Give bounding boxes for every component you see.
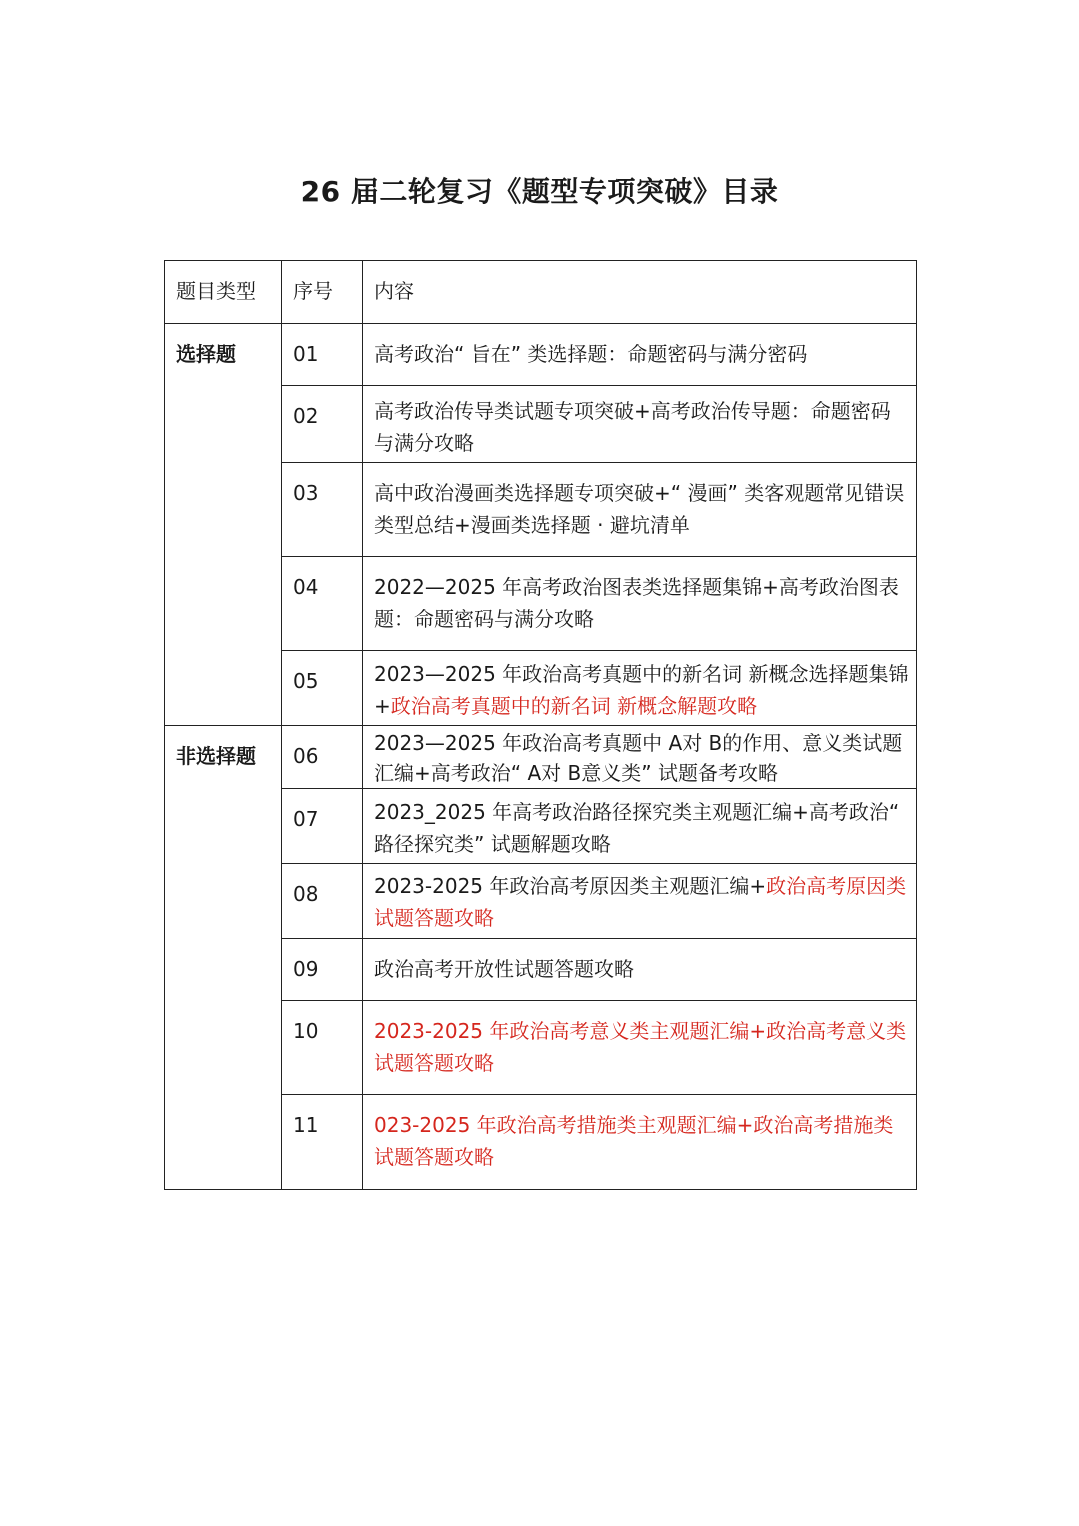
content-cell — [363, 386, 917, 463]
number-cell: 04 — [282, 557, 363, 651]
group-cell-choice — [165, 324, 282, 726]
content-cell — [363, 1095, 917, 1190]
number-cell: 01 — [282, 324, 363, 386]
header-cell-number: 序号 — [282, 261, 363, 324]
number-cell: 03 — [282, 463, 363, 557]
content-text-red: 023-2025 年政治高考措施类主观题汇编+政治高考措施类试题答题攻略 — [374, 1113, 894, 1169]
content-text-red: 2023-2025 年政治高考意义类主观题汇编+政治高考意义类试题答题攻略 — [374, 1019, 907, 1075]
table-row — [165, 726, 917, 789]
content-text: 高考政治传导类试题专项突破+高考政治传导题：命题密码与满分攻略 — [374, 399, 891, 455]
content-cell — [363, 324, 917, 386]
content-cell — [363, 939, 917, 1001]
content-text: 2023_2025 年高考政治路径探究类主观题汇编+高考政治“ 路径探究类” 试题解题攻略 — [374, 800, 900, 856]
number-cell: 07 — [282, 789, 363, 864]
toc-table — [164, 260, 917, 1190]
content-cell — [363, 864, 917, 939]
content-text: 2022—2025 年高考政治图表类选择题集锦+高考政治图表题：命题密码与满分攻略 — [374, 575, 899, 631]
number-cell: 11 — [282, 1095, 363, 1190]
number-cell: 06 — [282, 726, 363, 789]
table-row — [165, 324, 917, 386]
content-cell — [363, 463, 917, 557]
number-cell: 10 — [282, 1001, 363, 1095]
page-title: 26 届二轮复习《题型专项突破》目录 — [300, 175, 779, 208]
content-text: 2023—2025 年政治高考真题中 A对 B的作用、意义类试题汇编+高考政治“ A对 B意义类” 试题备考攻略 — [374, 731, 903, 785]
content-text: 2023-2025 年政治高考原因类主观题汇编+ — [374, 874, 767, 898]
content-text: 政治高考开放性试题答题攻略 — [374, 957, 634, 981]
content-cell — [363, 651, 917, 726]
group-cell-nonchoice — [165, 726, 282, 1190]
content-text: 高中政治漫画类选择题专项突破+“ 漫画” 类客观题常见错误类型总结+漫画类选择题 · 避坑清单 — [374, 481, 905, 537]
header-cell-content: 内容 — [363, 261, 917, 324]
content-cell — [363, 726, 917, 789]
header-cell-type: 题目类型 — [165, 261, 282, 324]
content-text-red: 政治高考真题中的新名词 新概念解题攻略 — [390, 694, 758, 718]
content-text: 高考政治“ 旨在” 类选择题：命题密码与满分密码 — [374, 342, 808, 366]
group-label: 非选择题 — [176, 744, 256, 768]
number-cell: 09 — [282, 939, 363, 1001]
content-text: 2023—2025 年政治高考真题中的新名词 新概念选择题集锦+ — [374, 662, 909, 718]
group-label: 选择题 — [176, 342, 236, 366]
table-header-row — [165, 261, 917, 324]
number-cell: 08 — [282, 864, 363, 939]
content-cell — [363, 557, 917, 651]
number-cell: 02 — [282, 386, 363, 463]
number-cell: 05 — [282, 651, 363, 726]
content-text-red: 政治高考原因类试题答题攻略 — [374, 874, 907, 930]
content-cell — [363, 1001, 917, 1095]
content-cell — [363, 789, 917, 864]
